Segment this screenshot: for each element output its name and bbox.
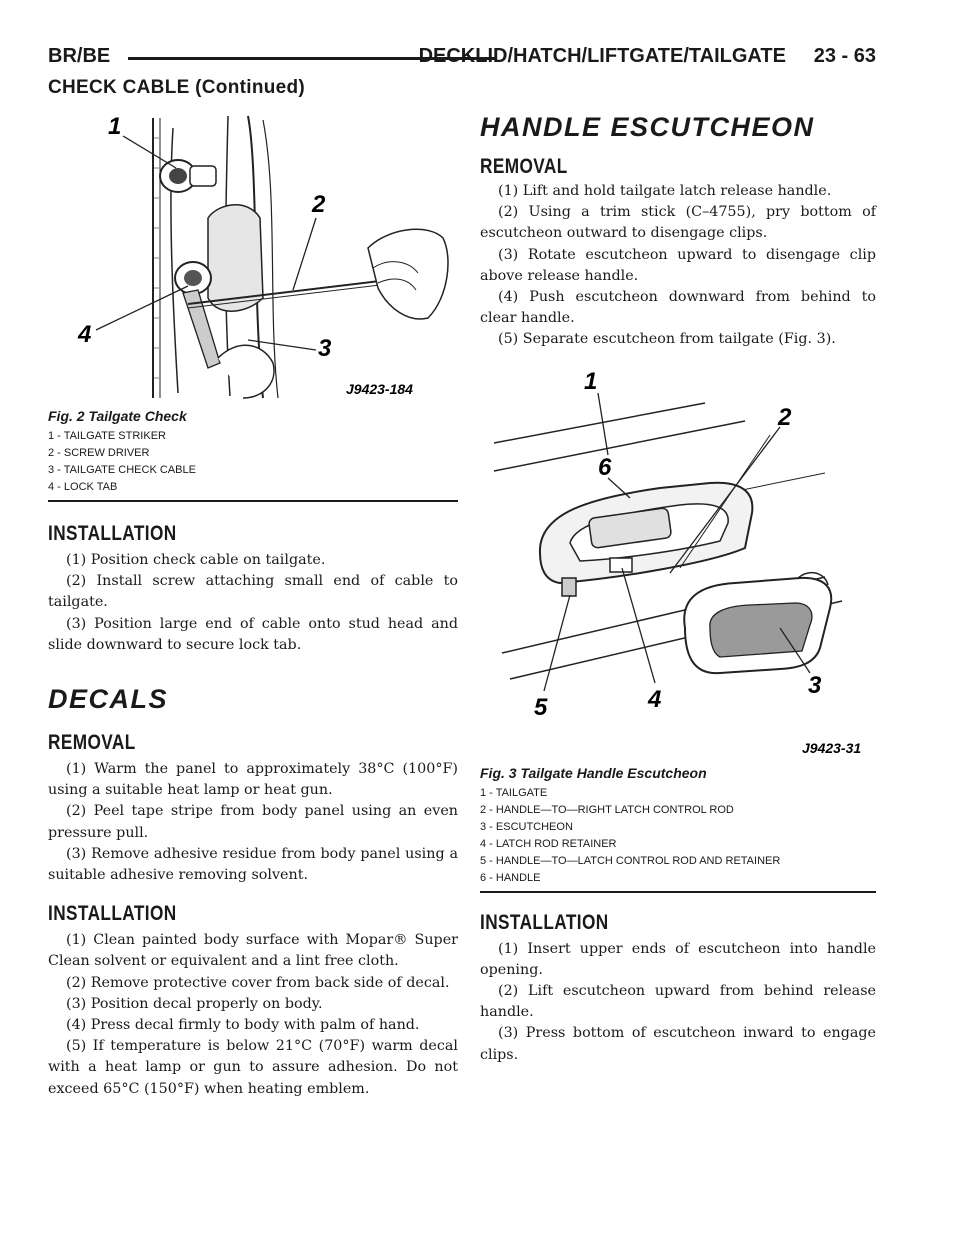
step: (2) Lift escutcheon upward from behind release handle. (480, 983, 876, 1021)
step: (2) Peel tape stripe from body panel using an even pressure pull. (48, 803, 458, 841)
left-column (48, 108, 458, 1100)
figure-2-legend (48, 428, 458, 496)
legend-item: 2 - HANDLE—TO—RIGHT LATCH CONTROL ROD (480, 803, 734, 816)
callout-4: 4 (648, 685, 662, 713)
step: (3) Position large end of cable onto stud head and slide downward to secure lock tab. (48, 615, 458, 653)
callout-3: 3 (318, 335, 332, 362)
figure-code: J9423-184 (346, 381, 413, 397)
step: (2) Remove protective cover from back side of decal. (66, 974, 450, 991)
header-chapter-page: DECKLID/HATCH/LIFTGATE/TAILGATE 23 - 63 (418, 45, 876, 67)
legend-item: 2 - SCREW DRIVER (48, 447, 150, 459)
callout-2: 2 (312, 191, 326, 218)
figure-2 (48, 108, 458, 406)
step: (3) Rotate escutcheon upward to disengage clip above release handle. (480, 246, 876, 284)
figure-3-caption: Fig. 3 Tailgate Handle Escutcheon (480, 764, 707, 781)
escutcheon-installation-steps (480, 939, 876, 1066)
check-cable-installation-heading: INSTALLATION (48, 522, 177, 545)
legend-item: 6 - HANDLE (480, 871, 541, 884)
step: (1) Insert upper ends of escutcheon into handle opening. (480, 940, 876, 978)
step: (2) Install screw attaching small end of cable to tailgate. (48, 573, 458, 611)
legend-item: 1 - TAILGATE (480, 786, 548, 799)
decals-installation-steps (48, 930, 458, 1100)
step: (3) Remove adhesive residue from body panel using a suitable adhesive removing solvent. (48, 845, 458, 884)
handle-escutcheon-illustration (480, 363, 876, 763)
legend-item: 5 - HANDLE—TO—LATCH CONTROL ROD AND RETAINER (480, 854, 781, 867)
decals-removal-heading: REMOVAL (48, 731, 136, 755)
legend-item: 1 - TAILGATE STRIKER (48, 430, 166, 442)
figure-3 (480, 363, 876, 763)
step: (3) Position decal properly on body. (66, 995, 323, 1012)
figure-3-legend (480, 785, 876, 887)
step: (1) Lift and hold tailgate latch release handle. (498, 183, 832, 199)
step: (5) If temperature is below 21°C (70°F) warm decal with a heat lamp or gun to assure adhesion. Do not exceed 65°C (150°F) when heating emblem. (48, 1038, 458, 1097)
callout-4: 4 (78, 321, 92, 348)
figure-divider (480, 891, 876, 893)
decals-removal-steps (48, 759, 458, 886)
check-cable-installation-steps (48, 550, 458, 656)
callout-6: 6 (598, 453, 612, 481)
step: (4) Press decal firmly to body with palm of hand. (66, 1017, 420, 1034)
decals-installation-heading: INSTALLATION (48, 902, 177, 926)
continued-heading: CHECK CABLE (Continued) (48, 77, 306, 98)
step: (1) Clean painted body surface with Mopar® Super Clean solvent or equivalent and a lint free cloth. (48, 932, 458, 970)
step: (3) Press bottom of escutcheon inward to engage clips. (480, 1025, 876, 1063)
step: (4) Push escutcheon downward from behind to clear handle. (480, 289, 876, 327)
callout-2: 2 (778, 403, 792, 431)
escutcheon-removal-steps (480, 181, 876, 351)
escutcheon-removal-heading: REMOVAL (480, 155, 568, 178)
callout-1: 1 (108, 113, 122, 140)
figure-divider (48, 500, 458, 502)
escutcheon-installation-heading: INSTALLATION (480, 910, 609, 934)
step: (1) Position check cable on tailgate. (66, 552, 326, 568)
step: (5) Separate escutcheon from tailgate (Fig. 3). (498, 331, 836, 348)
legend-item: 4 - LOCK TAB (48, 481, 118, 493)
callout-1: 1 (584, 367, 598, 395)
legend-item: 3 - TAILGATE CHECK CABLE (48, 464, 196, 476)
header-section-code: BR/BE (48, 45, 111, 67)
figure-2-caption: Fig. 2 Tailgate Check (48, 408, 187, 424)
tailgate-check-illustration (48, 108, 458, 406)
callout-3: 3 (808, 671, 822, 699)
right-column (480, 108, 876, 1066)
decals-title: DECALS (48, 684, 169, 715)
legend-item: 4 - LATCH ROD RETAINER (480, 837, 617, 850)
figure-code: J9423-31 (802, 739, 862, 756)
legend-item: 3 - ESCUTCHEON (480, 820, 573, 833)
callout-5: 5 (534, 693, 548, 721)
step: (1) Warm the panel to approximately 38°C (100°F) using a suitable heat lamp or heat gun. (48, 761, 458, 799)
step: (2) Using a trim stick (C–4755), pry bottom of escutcheon outward to disengage clips. (480, 204, 876, 242)
handle-escutcheon-title: HANDLE ESCUTCHEON (480, 112, 815, 142)
